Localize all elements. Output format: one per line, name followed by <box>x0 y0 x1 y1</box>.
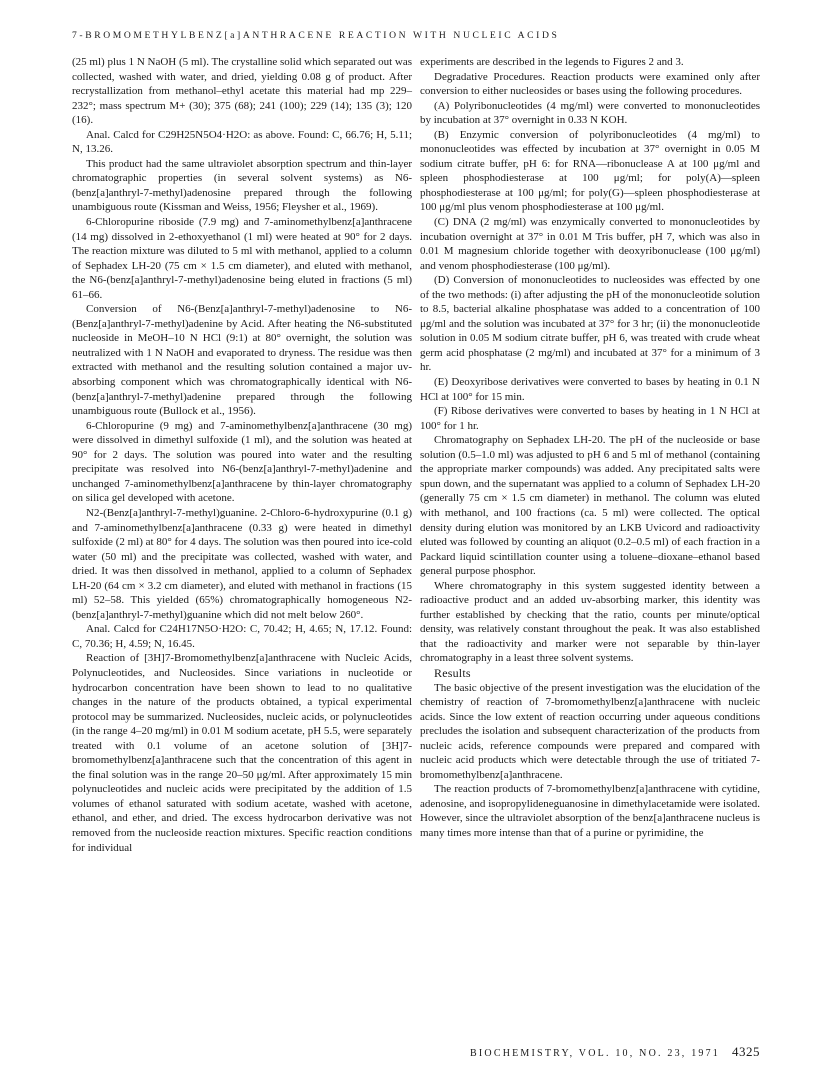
paragraph: Anal. Calcd for C24H17N5O·H2O: C, 70.42; H, 4.65; N, 17.12. Found: C, 70.36; H, 4.59; N, 16.45. <box>72 623 412 650</box>
paragraph: Where chromatography in this system suggested identity between a radioactive product and an added uv-absorbing marker, this identity was further established by checking that the ratio, counts per minute/optical density, was relatively constant throughout the peak. It was also established that the radioactivity and marker were not separable by thin-layer chromatography in a least three solvent systems. <box>420 579 760 665</box>
paragraph: This product had the same ultraviolet absorption spectrum and thin-layer chromatographic properties (in several solvent systems) as N6-(benz[a]anthryl-7-methyl)adenosine prepared through the following unambiguous route (Kissman and Weiss, 1956; Fleysher et al., 1969). <box>72 157 412 214</box>
paragraph: 6-Chloropurine riboside (7.9 mg) and 7-aminomethylbenz[a]anthracene (14 mg) dissolved in 2-ethoxyethanol (1 ml) were heated at 90° for 2 days. The reaction mixture was diluted to 5 ml with methanol, applied to a column of Sephadex LH-20 (75 cm × 1.5 cm diameter), and eluted with methanol, the N6-(benz[a]anthryl-7-methyl)adenosine being eluted in fractions (5 ml) 61–66. <box>72 216 412 301</box>
paragraph: Chromatography on Sephadex LH-20. The pH of the nucleoside or base solution (0.5–1.0 ml) was adjusted to pH 6 and 5 ml of methanol (containing the appropriate marker compounds) was added. Any precipitated salts were spun down, and the supernatant was applied to a column of Sephadex LH-20 (generally 75 cm × 1.5 cm diameter) in methanol. The column was eluted with methanol, and 100 fractions (ca. 5 ml) were collected. The optical density during elution was monitored by an LKB Uvicord and radioactivity eluted was followed by counting an aliquot (0.2–0.5 ml) of each fraction in a Packard liquid scintillation counter using a toluene–dioxane–ethanol based general purpose phosphor. <box>420 434 760 578</box>
paragraph: Conversion of N6-(Benz[a]anthryl-7-methyl)adenosine to N6-(Benz[a]anthryl-7-methyl)adenine by Acid. After heating the N6-substituted nucleoside in MeOH–10 N HCl (9:1) at 80° overnight, the solution was neutralized with 1 N NaOH and evaporated to dryness. The residue was then extracted with methanol and the resulting solution contained a major uv-absorbing component which was chromatographically identical with N6-(benz[a]anthryl-7-methyl)adenine prepared through the following unambiguous route (Bullock et al., 1956). <box>72 303 412 418</box>
page-number: 4325 <box>732 1044 760 1059</box>
paragraph: (C) DNA (2 mg/ml) was enzymically converted to mononucleotides by incubation overnight at 37° in 0.01 M Tris buffer, pH 7, which was also in 0.01 M magnesium chloride together with deoxyribonuclease (100 μg/ml) and venom phosphodiesterase (100 μg/ml). <box>420 216 760 272</box>
paragraph: (A) Polyribonucleotides (4 mg/ml) were converted to mononucleotides by incubation at 37° overnight in 0.33 N KOH. <box>420 99 760 127</box>
paragraph: experiments are described in the legends to Figures 2 and 3. <box>420 56 684 68</box>
paragraph: (E) Deoxyribose derivatives were converted to bases by heating in 0.1 N HCl at 100° for 15 min. <box>420 376 760 403</box>
right-column <box>420 55 760 841</box>
paragraph: The reaction products of 7-bromomethylbenz[a]anthracene with cytidine, adenosine, and isopropylideneguanosine in dimethylacetamide were isolated. However, since the ultraviolet absorption of the benz[a]anthracene nucleus is many times more intense than that of a purine or pyrimidine, the <box>420 783 760 839</box>
paragraph: Degradative Procedures. Reaction products were examined only after conversion to either nucleosides or bases using the following procedures. <box>420 70 760 98</box>
paragraph: 6-Chloropurine (9 mg) and 7-aminomethylbenz[a]anthracene (30 mg) were dissolved in dimethyl sulfoxide (1 ml), and the solution was heated at 90° for 2 days. The solution was poured into water and the resulting precipitate was resolved into N6-(benz[a]anthryl-7-methyl)adenine and unchanged 7-aminomethylbenz[a]anthracene by thin-layer chromatography on silica gel developed with acetone. <box>72 419 412 505</box>
paragraph: Anal. Calcd for C29H25N5O4·H2O: as above. Found: C, 66.76; H, 5.11; N, 13.26. <box>72 128 412 156</box>
paragraph: (B) Enzymic conversion of polyribonucleotides (4 mg/ml) to mononucleotides was effected by incubation at 37° overnight in 0.05 M sodium citrate buffer, pH 6: for RNA—ribonuclease A at 100 μg/ml and spleen phosphodiesterase at 100 μg/ml; for poly(A)—spleen phosphodiesterase at 100 μg/ml; for poly(G)—spleen phosphodiesterase at 100 μg/ml plus venom phosphodiesterase at 100 μg/ml. <box>420 128 760 214</box>
running-title: 7-BROMOMETHYLBENZ[a]ANTHRACENE REACTION WITH NUCLEIC ACIDS <box>72 30 560 41</box>
paragraph: (F) Ribose derivatives were converted to bases by heating in 1 N HCl at 100° for 1 hr. <box>420 405 760 432</box>
paragraph: Reaction of [3H]7-Bromomethylbenz[a]anthracene with Nucleic Acids, Polynucleotides, and Nucleosides. Since variations in nucleotide or hydrocarbon concentration have been shown to lead to no qualitative changes in the nature of the products obtained, a typical experimental protocol may be summarized. Nucleosides, nucleic acids, or polynucleotides (in the range 4–20 mg/ml) in 0.01 M sodium acetate, pH 5.5, were separately treated with 0.1 volume of an acetone solution of [3H]7-bromomethylbenz[a]anthracene such that the concentration of this agent in the final solution was in the range 20–50 μg/ml. After approximately 15 min polynucleotides and nucleic acids were precipitated by the addition of 1.5 volumes of ethanol saturated with sodium acetate, washed with acetone, ethanol, and ether, and dried. The excess hydrocarbon derivative was not removed from the nucleoside reaction mixtures. Specific reaction conditions for individual <box>72 652 412 854</box>
page-footer <box>420 1043 760 1061</box>
paragraph: The basic objective of the present investigation was the elucidation of the chemistry of reaction of 7-bromomethylbenz[a]anthracene with nucleic acids. Since the low extent of reaction occurring under aqueous conditions precludes the isolation and subsequent characterization of the products from nucleic acids, reference compounds were prepared and compared with nucleic acid products which were detectable through the use of tritiated 7-bromomethylbenz[a]anthracene. <box>420 681 760 781</box>
left-column <box>72 55 412 855</box>
paragraph: N2-(Benz[a]anthryl-7-methyl)guanine. 2-Chloro-6-hydroxypurine (0.1 g) and 7-aminomethylbenz[a]anthracene (0.33 g) were heated in dimethyl sulfoxide (2 ml) at 80° for 4 days. The solution was then poured into ice-cold water (50 ml) and the precipitate was collected, washed with water, and dried. It was then dissolved in methanol, applied to a column of Sephadex LH-20 (64 cm × 3.2 cm diameter), and eluted with methanol in fractions (15 ml) 52–58. This yielded (65%) chromatographically homogeneous N2-(benz[a]anthryl-7-methyl)guanine which did not melt below 260°. <box>72 506 412 621</box>
section-heading-results: Results <box>434 665 471 680</box>
paragraph: (D) Conversion of mononucleotides to nucleosides was effected by one of the two methods: (i) after adjusting the pH of the mononucleotide solution to 8.5, bacterial alkaline phosphatase was added to a concentration of 100 μg/ml and the solution was incubated at 37° for 3 hr; (ii) the mononucleotide solution in 0.05 M sodium citrate buffer, pH 6, was treated with crude wheat germ acid phosphatase (2 mg/ml) and incubated at 37° for a minimum of 3 hr. <box>420 274 760 374</box>
journal-citation: BIOCHEMISTRY, VOL. 10, NO. 23, 1971 <box>470 1048 720 1059</box>
paragraph: (25 ml) plus 1 N NaOH (5 ml). The crystalline solid which separated out was collected, washed with water, and dried, yielding 0.08 g of product. After recrystallization from methanol–ethyl acetate this material had mp 229–232°; mass spectrum M+ (30); 375 (68); 241 (100); 229 (14); 135 (3); 120 (16). <box>72 56 412 127</box>
